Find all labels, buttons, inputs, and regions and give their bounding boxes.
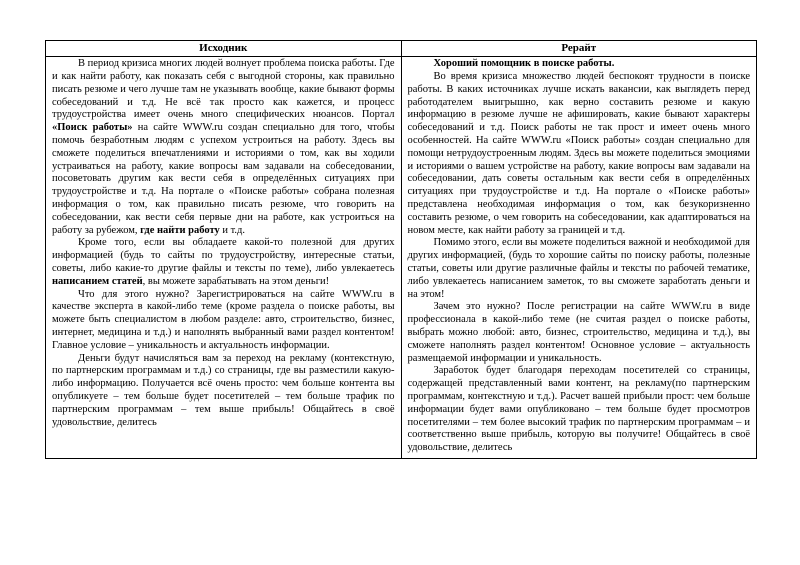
- paragraph: Деньги будут начисляться вам за переход на рекламу (контекстную, по партнерским программам и т.д.) со страницы, где вы разместили какую-либо информацию. Получается всё очень просто: чем больше контента вы опубликуете – тем больше будет посетителей – тем больше трафик по партнерским программам – тем выше прибыль! Общайтесь в своё удовольствие, делитесь: [52, 352, 395, 428]
- column-header-rewrite: Рерайт: [401, 41, 757, 57]
- source-text-cell: [46, 57, 402, 459]
- paragraph: Зачем это нужно? После регистрации на сайте WWW.ru в виде профессионала в какой-либо теме (не считая раздел о поиске работы, выбрать можно любой: авто, бизнес, строительство, медицина и т.д.), вы сможете наполнять раздел контентом! Основное условие – актуальность размещаемой информации и уникальность.: [407, 301, 750, 364]
- paragraph: Что для этого нужно? Зарегистрироваться на сайте WWW.ru в качестве эксперта в какой-либо теме (кроме раздела о поиске работы, вы можете быть специалистом в любом разделе: авто, строительство, бизнес, интернет, медицина и т.д.) и наполнять выбранный вами раздел контентом! Главное условие – уникальность и актуальность информации.: [52, 288, 395, 351]
- table-header-row: [46, 41, 757, 57]
- paragraph: Помимо этого, если вы можете поделиться важной и необходимой для других информацией, (будь то хорошие сайты по поиску работы, полезные статьи, советы или другие различные файлы и тексты по рабочей тематике, либо увлекаетесь написанием заметок, то вы сможете заработать деньги и на этом!: [407, 237, 750, 300]
- column-header-source: Исходник: [46, 41, 402, 57]
- paragraph: В период кризиса многих людей волнует проблема поиска работы. Где и как найти работу, как показать себя с выгодной стороны, как правильно писать резюме и чего лучше там не указывать вообще, какие бывают формы собеседований и т.д. Не всё так просто как кажется, и процесс трудоустройства имеет очень много специфических нюансов. Портал «Поиск работы» на сайте WWW.ru создан специально для того, чтобы помочь безработным людям с успехом устроиться на работу. Здесь вы сможете поделиться впечатлениями и историями о том, как вы ходили устраиваться на работу, какие вопросы вам задавали на собеседовании, посоветовать другим как вести себя в определённых ситуациях при трудоустройстве и т.д. На портале о «Поиске работы» собрана полезная информация о том, как правильно писать резюме, что говорить на собеседовании, как вести себя первые дни на работе, как устроиться на работу за рубежом, где найти работу и т.д.: [52, 58, 395, 236]
- paragraph: Кроме того, если вы обладаете какой-то полезной для других информацией (будь то сайты по трудоустройству, интересные статьи, советы, либо какие-то другие файлы и тексты по теме), либо увлекаетесь написанием статей, вы можете зарабатывать на этом деньги!: [52, 237, 395, 287]
- comparison-table: [45, 40, 757, 459]
- rewrite-text-cell: [401, 57, 757, 459]
- paragraph: Во время кризиса множество людей беспокоят трудности в поиске работы. В каких источниках лучше искать вакансии, как выглядеть перед работодателем выигрышно, как верно составить резюме и какую информацию в резюме лучше не афишировать, какие бывают характеры собеседований и т.д. Поиск работы не так прост и имеет очень много особенностей. На сайте WWW.ru «Поиск работы» создан специально для помощи нетрудоустроенным людям. Здесь вы можете поделиться эмоциями и историями о вашем устройстве на работу, какие вопросы вам задавали на собеседовании, дать советы остальным как вести себя в определённых ситуациях при трудоустройстве и т.д. На портале о «Поиске работы» представлена необходимая информация о том, как безукоризненно составить резюме, о чем говорить на собеседовании, как адаптироваться на новом месте, как найти работу за границей и т.д.: [407, 70, 750, 236]
- paragraph: Заработок будет благодаря переходам посетителей со страницы, содержащей представленный вами контент, на рекламу(по партнерским программам, контекстную и т.д.). Расчет вашей прибыли прост: чем больше информации будет вами опубликовано – тем больше будет просмотров посетителями – тем более высокий трафик по партнерским программам – и соответственно выше прибыль, которую вы получите! Общайтесь в своё удовольствие, делитесь: [407, 365, 750, 454]
- paragraph: Хороший помощник в поиске работы.: [433, 58, 615, 70]
